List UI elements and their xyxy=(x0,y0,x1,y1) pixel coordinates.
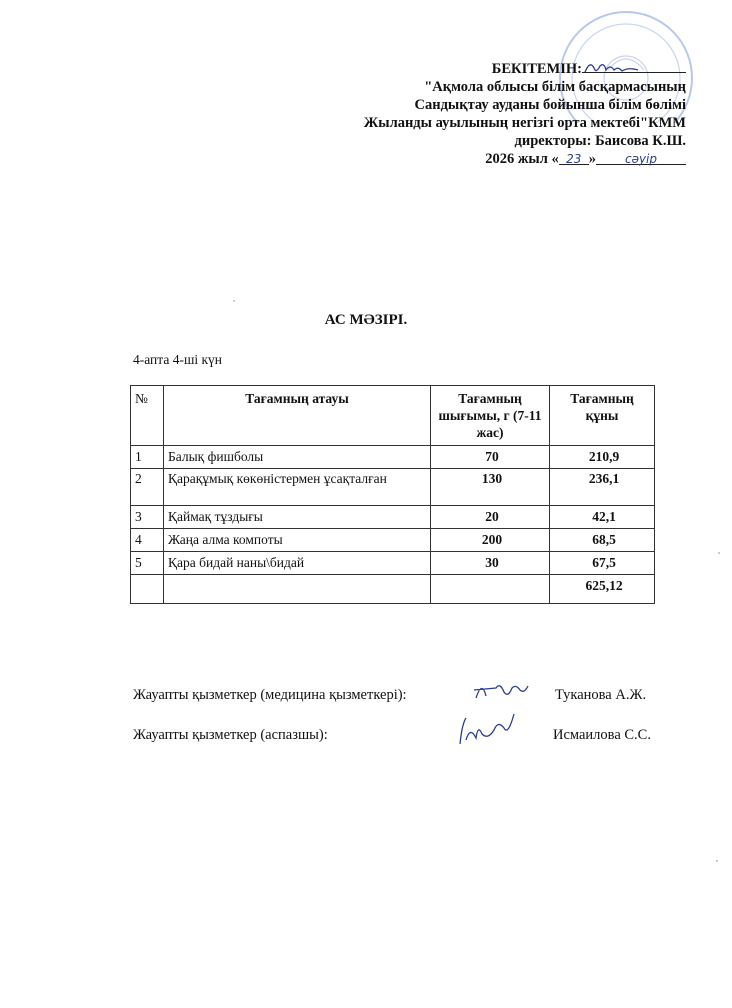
approval-line-1: "Ақмола облысы білім басқармасының xyxy=(424,79,686,95)
approval-heading: БЕКІТЕМІН: xyxy=(491,61,582,77)
approval-date: 2026 жыл « 23 » сәуір xyxy=(364,150,686,168)
responsible-cook-name: Исмаилова С.С. xyxy=(553,727,651,743)
table-row: 4 Жаңа алма компоты 200 68,5 xyxy=(131,529,655,552)
director-signature-icon xyxy=(582,58,642,85)
speck xyxy=(716,860,718,862)
total-price: 625,12 xyxy=(550,575,655,604)
table-header-row xyxy=(131,386,655,446)
approval-line-4: директоры: Баисова К.Ш. xyxy=(514,133,686,149)
responsible-cook-role: Жауапты қызметкер (аспазшы): xyxy=(133,727,328,743)
approval-line-2: Сандықтау ауданы бойынша білім бөлімі xyxy=(414,97,686,113)
table-total-row xyxy=(131,575,655,604)
responsible-medical-role: Жауапты қызметкер (медицина қызметкері): xyxy=(133,687,407,703)
header-number: № xyxy=(131,386,164,446)
header-dish-name: Тағамның атауы xyxy=(164,386,431,446)
approval-line-3: Жыланды ауылының негізгі орта мектебі"КММ xyxy=(363,115,686,131)
header-price: Тағамның құны xyxy=(550,386,655,446)
cook-signature-icon xyxy=(452,710,522,755)
responsible-medical-name: Туканова А.Ж. xyxy=(555,687,647,703)
date-month: сәуір xyxy=(596,150,686,165)
speck xyxy=(718,552,720,554)
table-row: 5 Қара бидай наны\бидай 30 67,5 xyxy=(131,552,655,575)
page-title: АС МӘЗІРІ. xyxy=(324,312,408,328)
menu-table xyxy=(130,385,655,604)
table-row: 3 Қаймақ тұздығы 20 42,1 xyxy=(131,506,655,529)
table-row: 1 Балық фишболы 70 210,9 xyxy=(131,446,655,469)
speck xyxy=(233,300,235,302)
day-label: 4-апта 4-ші күн xyxy=(133,352,223,367)
date-day: 23 xyxy=(559,150,589,165)
medical-signature-icon xyxy=(470,676,532,711)
header-output: Тағамның шығымы, г (7-11 жас) xyxy=(431,386,550,446)
table-row: 2 Қарақұмық көкөністермен ұсақталған 130 236,1 xyxy=(131,469,655,506)
